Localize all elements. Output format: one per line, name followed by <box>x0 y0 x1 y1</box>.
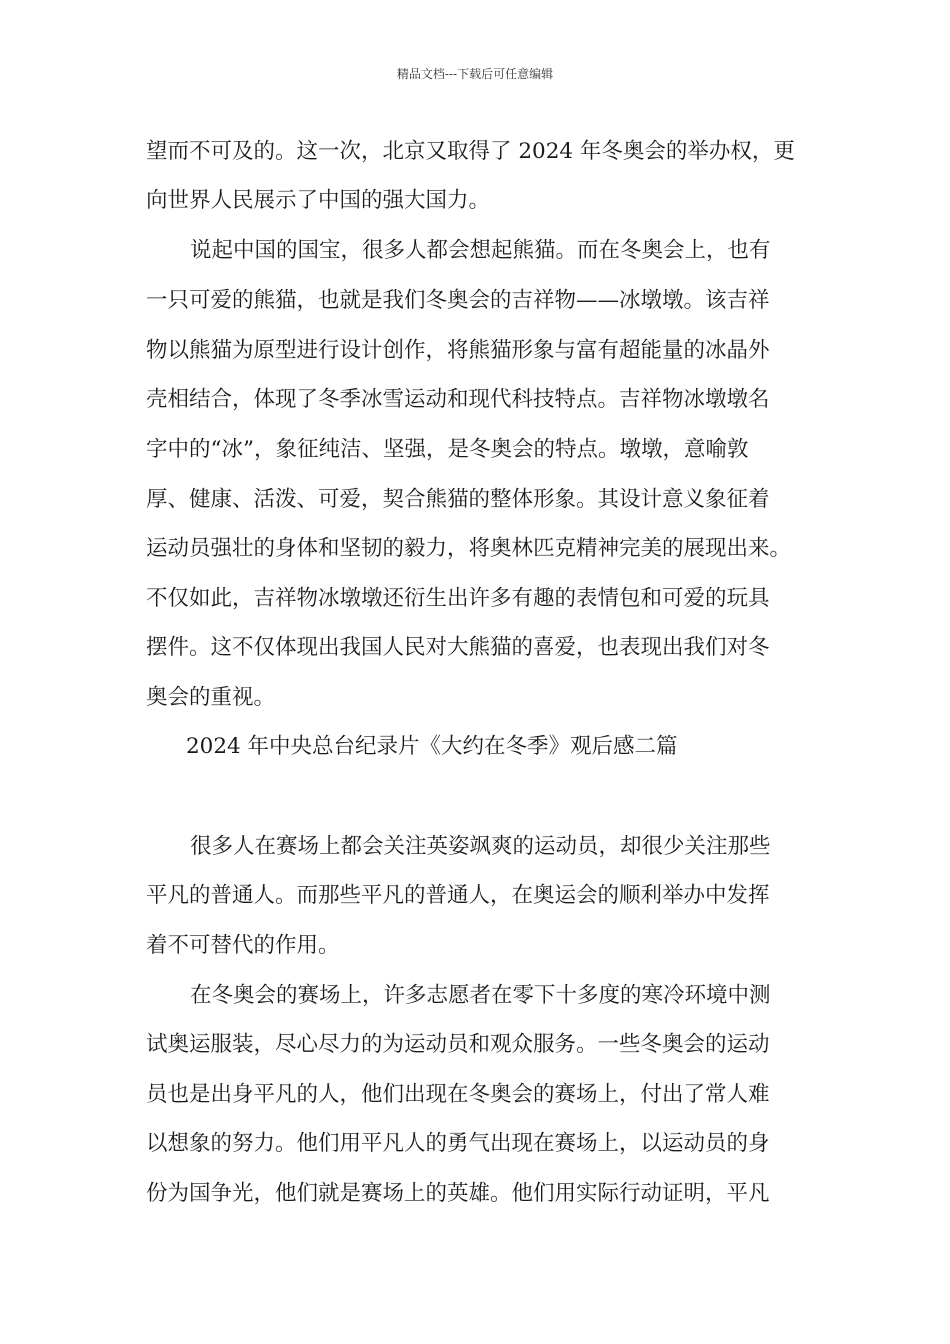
body-line: 运动员强壮的身体和坚韧的毅力，将奥林匹克精神完美的展现出来。 <box>146 536 792 561</box>
body-line: 在冬奥会的赛场上，许多志愿者在零下十多度的寒冷环境中测 <box>190 983 771 1008</box>
body-line: 厚、健康、活泼、可爱，契合熊猫的整体形象。其设计意义象征着 <box>146 487 770 512</box>
body-line: 试奥运服装，尽心尽力的为运动员和观众服务。一些冬奥会的运动 <box>146 1032 770 1057</box>
body-line: 员也是出身平凡的人，他们出现在冬奥会的赛场上，付出了常人难 <box>146 1082 770 1107</box>
body-line: 向世界人民展示了中国的强大国力。 <box>146 188 491 213</box>
body-line: 说起中国的国宝，很多人都会想起熊猫。而在冬奥会上，也有 <box>190 238 771 263</box>
body-line: 平凡的普通人。而那些平凡的普通人，在奥运会的顺利举办中发挥 <box>146 883 770 908</box>
body-line: 摆件。这不仅体现出我国人民对大熊猫的喜爱，也表现出我们对冬 <box>146 635 770 660</box>
body-line: 以想象的努力。他们用平凡人的勇气出现在赛场上，以运动员的身 <box>146 1131 770 1156</box>
body-line: 奥会的重视。 <box>146 685 276 710</box>
body-line: 壳相结合，体现了冬季冰雪运动和现代科技特点。吉祥物冰墩墩名 <box>146 387 770 412</box>
body-line: 一只可爱的熊猫，也就是我们冬奥会的吉祥物——冰墩墩。该吉祥 <box>146 288 770 313</box>
body-line: 很多人在赛场上都会关注英姿飒爽的运动员，却很少关注那些 <box>190 834 771 859</box>
body-line: 份为国争光，他们就是赛场上的英雄。他们用实际行动证明，平凡 <box>146 1181 770 1206</box>
section-title: 2024 年中央总台纪录片《大约在冬季》观后感二篇 <box>186 734 678 759</box>
body-line: 字中的“冰”，象征纯洁、坚强，是冬奥会的特点。墩墩，意喻敦 <box>146 437 749 462</box>
body-line: 不仅如此，吉祥物冰墩墩还衍生出许多有趣的表情包和可爱的玩具 <box>146 586 770 611</box>
body-line: 着不可替代的作用。 <box>146 933 340 958</box>
page-header: 精品文档---下载后可任意编辑 <box>396 67 554 81</box>
body-line: 物以熊猫为原型进行设计创作，将熊猫形象与富有超能量的冰晶外 <box>146 338 770 363</box>
body-line: 望而不可及的。这一次，北京又取得了 2024 年冬奥会的举办权，更 <box>146 139 795 164</box>
